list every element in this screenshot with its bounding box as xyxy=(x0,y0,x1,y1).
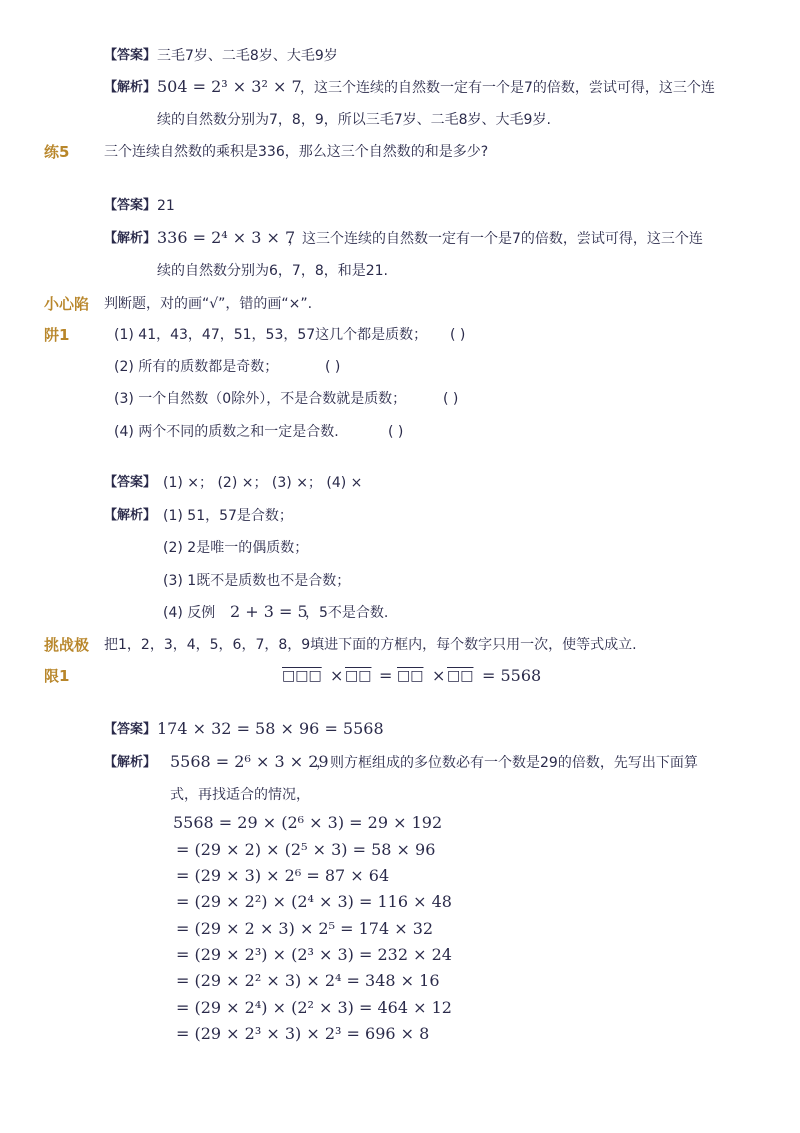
derivation-step: = (29 × 2²) × (2⁴ × 3) = 116 × 48 xyxy=(176,892,452,911)
trap-analysis-item: (2) 2是唯一的偶质数； xyxy=(163,540,309,556)
trap-blank: ( ) xyxy=(443,391,459,407)
ex5-analysis-line1: ，这三个连续的自然数一定有一个是7的倍数，尝试可得，这三个连 xyxy=(288,231,703,247)
derivation-step: 5568 = 29 × (2⁶ × 3) = 29 × 192 xyxy=(173,813,443,832)
ex5-answer: 21 xyxy=(157,198,175,214)
trap-analysis-item: (1) 51，57是合数； xyxy=(163,508,293,524)
ex5-analysis-math: 336 = 2⁴ × 3 × 7 xyxy=(157,228,296,247)
answer-tag: 【答案】 xyxy=(104,722,157,737)
analysis-tag: 【解析】 xyxy=(104,80,157,95)
derivation-step: = (29 × 2⁴) × (2² × 3) = 464 × 12 xyxy=(176,998,452,1017)
trap-intro: 判断题，对的画“√”，错的画“×”. xyxy=(104,296,313,312)
analysis-tag: 【解析】 xyxy=(104,231,157,246)
ex5-analysis-line2: 续的自然数分别为6，7，8，和是21. xyxy=(157,263,388,279)
trap-label-line1: 小心陷 xyxy=(44,295,90,313)
answer-tag: 【答案】 xyxy=(104,198,157,213)
trap-item: (2) 所有的质数都是奇数； xyxy=(114,359,279,375)
challenge-question: 把1，2，3，4，5，6，7，8，9填进下面的方框内，每个数字只用一次，使等式成立. xyxy=(104,637,637,653)
ex5-question: 三个连续自然数的乘积是336，那么这三个自然数的和是多少? xyxy=(104,144,489,160)
equation-equals: = xyxy=(379,666,393,685)
derivation-step: = (29 × 3) × 2⁶ = 87 × 64 xyxy=(176,866,390,885)
derivation-step: = (29 × 2² × 3) × 2⁴ = 348 × 16 xyxy=(176,971,440,990)
equation-box-3digit: □□□ xyxy=(282,668,322,684)
trap-answer: (1) ×； (2) ×； (3) ×； (4) × xyxy=(163,475,363,491)
analysis-tag: 【解析】 xyxy=(104,755,157,770)
analysis-tag: 【解析】 xyxy=(104,508,157,523)
trap-analysis-item: (3) 1既不是质数也不是合数； xyxy=(163,573,351,589)
equation-box-2digit: □□ xyxy=(447,668,474,684)
derivation-step: = (29 × 2³) × (2³ × 3) = 232 × 24 xyxy=(176,945,452,964)
trap-blank: ( ) xyxy=(450,327,466,343)
challenge-analysis-text2: 式，再找适合的情况， xyxy=(170,787,310,803)
ex5-label: 练5 xyxy=(44,143,70,161)
trap-analysis4-post: ，5不是合数. xyxy=(305,605,389,621)
trap-analysis4-math: 2 + 3 = 5 xyxy=(230,602,308,621)
equation-times: × xyxy=(432,666,446,685)
trap-item: (3) 一个自然数（0除外），不是合数就是质数； xyxy=(114,391,407,407)
trap-analysis4-pre: (4) 反例 xyxy=(163,605,216,621)
trap-blank: ( ) xyxy=(388,424,404,440)
equation-box-2digit: □□ xyxy=(345,668,372,684)
trap-blank: ( ) xyxy=(325,359,341,375)
derivation-step: = (29 × 2³ × 3) × 2³ = 696 × 8 xyxy=(176,1024,430,1043)
answer-tag: 【答案】 xyxy=(104,48,157,63)
derivation-step: = (29 × 2) × (2⁵ × 3) = 58 × 96 xyxy=(176,840,436,859)
equation-times: × xyxy=(330,666,344,685)
challenge-answer: 174 × 32 = 58 × 96 = 5568 xyxy=(157,719,384,738)
equation-box-2digit: □□ xyxy=(397,668,424,684)
answer-tag: 【答案】 xyxy=(104,475,157,490)
challenge-analysis-text1: ，则方框组成的多位数必有一个数是29的倍数，先写出下面算 xyxy=(316,755,698,771)
derivation-step: = (29 × 2 × 3) × 2⁵ = 174 × 32 xyxy=(176,919,434,938)
ex4-analysis-math: 504 = 2³ × 3² × 7 xyxy=(157,77,302,96)
trap-item: (1) 41，43，47，51，53，57这几个都是质数； xyxy=(114,327,428,343)
challenge-analysis-math: 5568 = 2⁶ × 3 × 29 xyxy=(170,752,329,771)
trap-label-line2: 阱1 xyxy=(44,326,70,344)
challenge-label-line2: 限1 xyxy=(44,667,70,685)
equation-result: = 5568 xyxy=(482,666,542,685)
ex4-answer: 三毛7岁、二毛8岁、大毛9岁 xyxy=(157,48,338,64)
ex4-analysis-line2: 续的自然数分别为7，8，9，所以三毛7岁、二毛8岁、大毛9岁. xyxy=(157,112,551,128)
challenge-label-line1: 挑战极 xyxy=(44,636,90,654)
trap-item: (4) 两个不同的质数之和一定是合数. xyxy=(114,424,339,440)
ex4-analysis-line1: ，这三个连续的自然数一定有一个是7的倍数，尝试可得，这三个连 xyxy=(300,80,715,96)
